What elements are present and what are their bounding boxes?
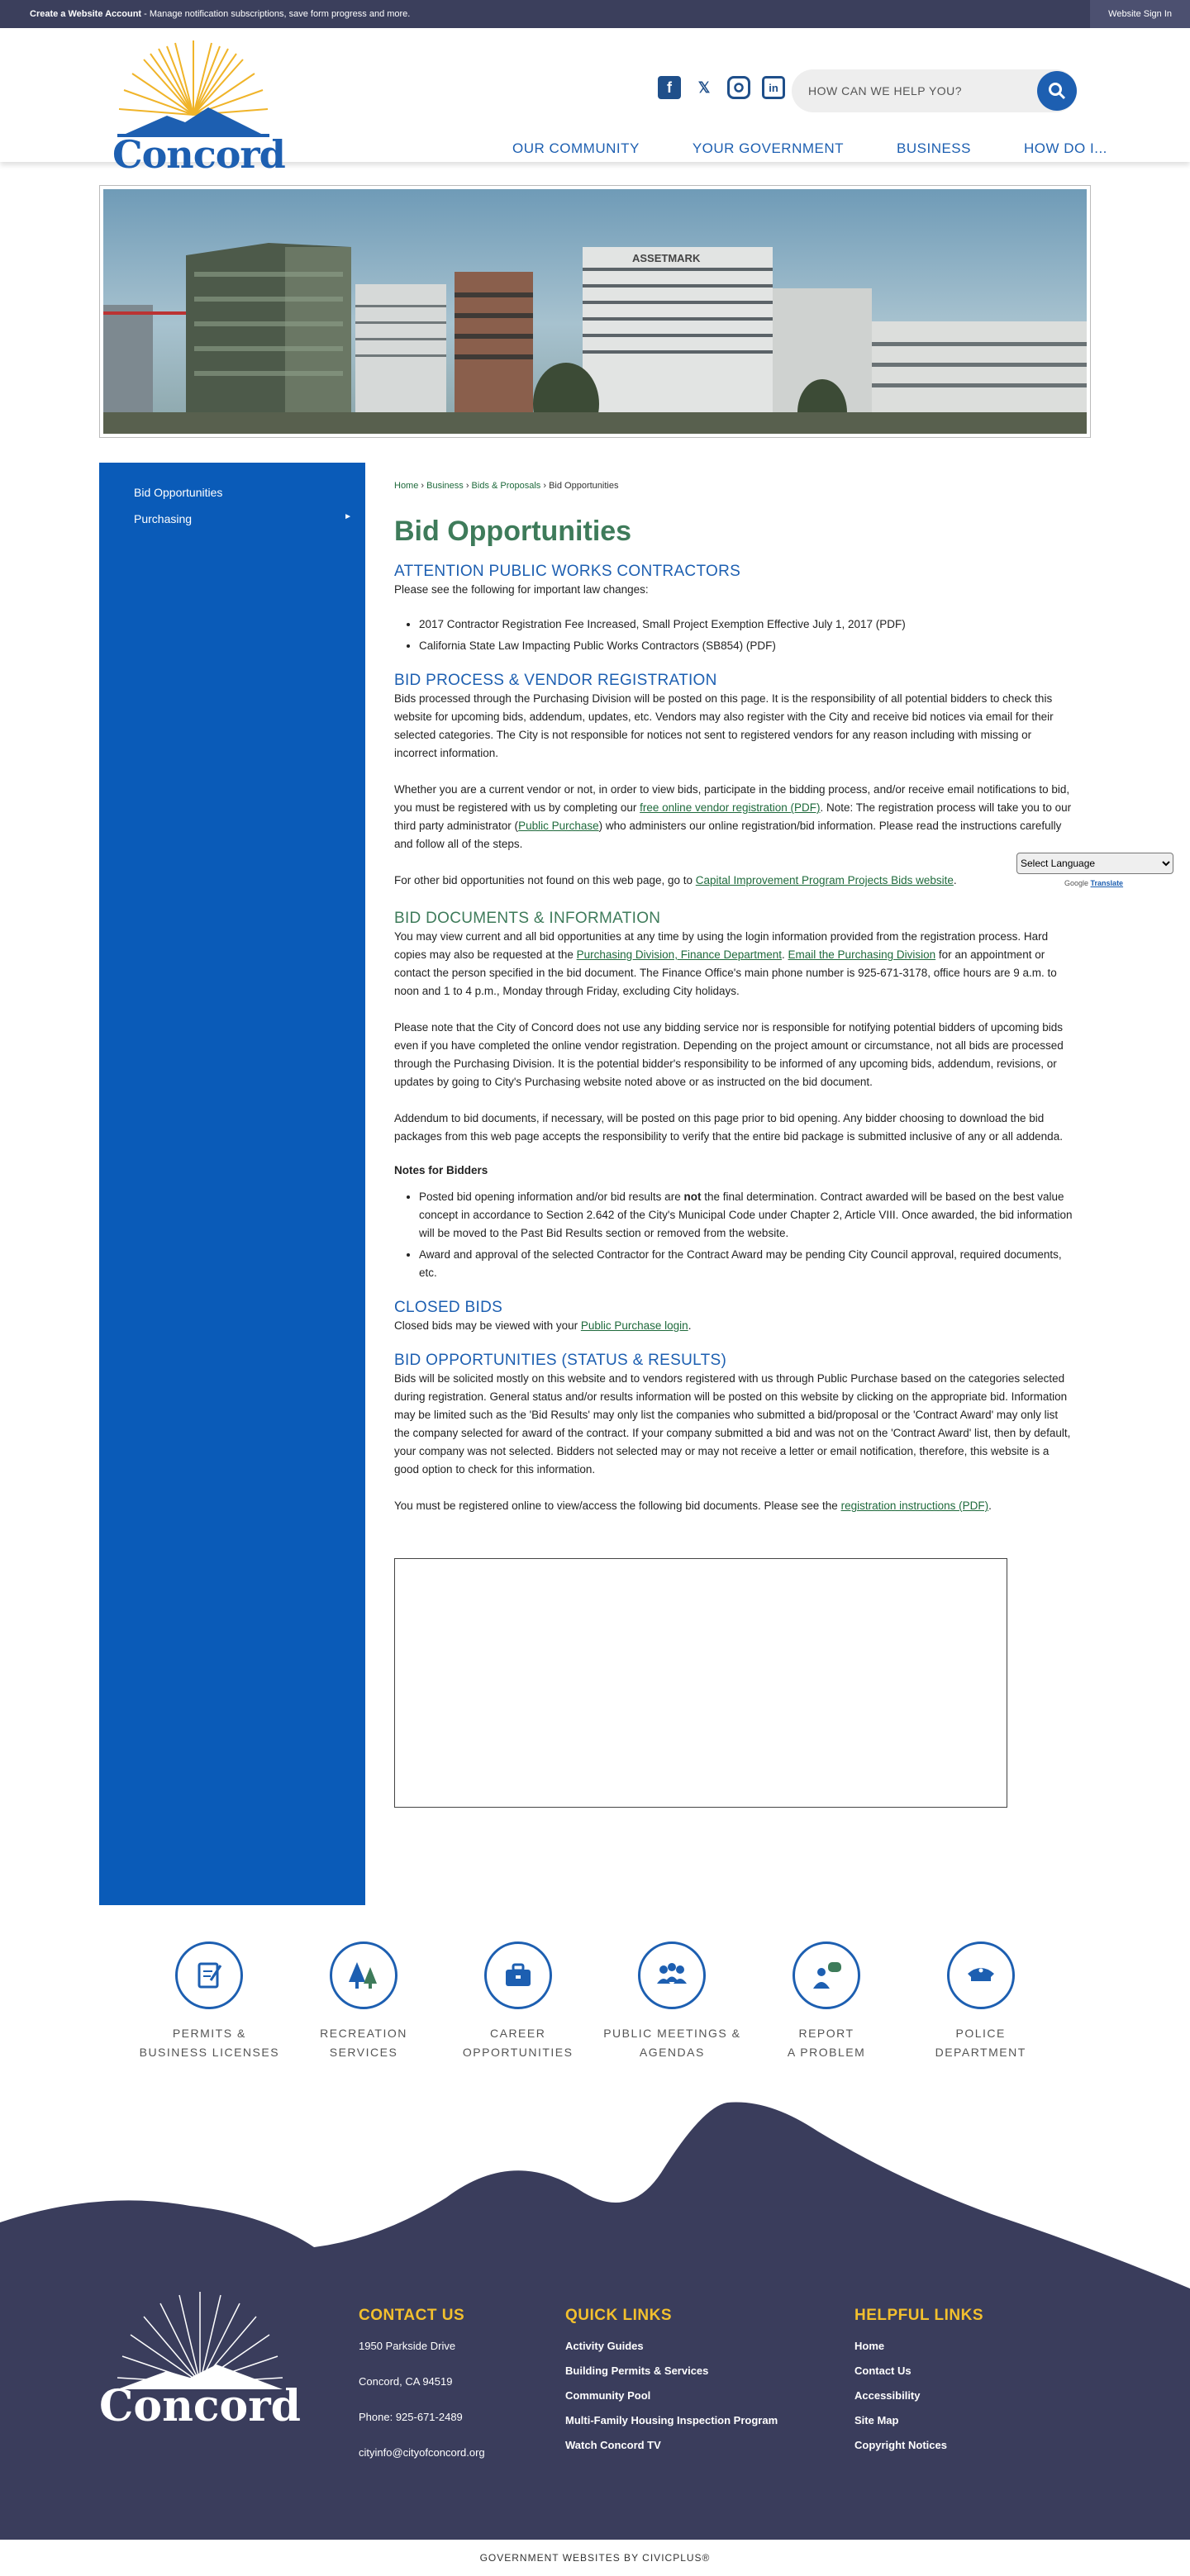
documents-paragraph <box>394 928 1073 1000</box>
text: . <box>688 1319 692 1332</box>
quick-link-label: AGENDAS <box>639 2046 705 2059</box>
bid-documents-heading: BID DOCUMENTS & INFORMATION <box>394 910 661 927</box>
footer-link-activity-guides[interactable]: Activity Guides <box>565 2340 644 2352</box>
footer-link-home[interactable]: Home <box>854 2340 885 2352</box>
public-purchase-login-link[interactable]: Public Purchase login <box>580 1319 688 1332</box>
city-skyline-photo <box>103 189 1087 434</box>
closed-bids-paragraph <box>394 1317 1073 1335</box>
footer-link-building-permits[interactable]: Building Permits & Services <box>565 2365 709 2377</box>
translate-credit <box>1016 879 1173 887</box>
contractor-fee-link[interactable]: 2017 Contractor Registration Fee Increased, Small Project Exemption Effective July 1, 2017 (PDF) <box>419 618 906 630</box>
quick-link-label: PUBLIC MEETINGS & <box>603 2027 741 2040</box>
attention-heading: ATTENTION PUBLIC WORKS CONTRACTORS <box>394 563 741 580</box>
list-item <box>419 637 1073 655</box>
quick-link-label: PERMITS & <box>172 2027 246 2040</box>
text: . <box>782 948 788 961</box>
cip-bids-link[interactable]: Capital Improvement Program Projects Bids website <box>695 874 954 886</box>
breadcrumb-separator: › <box>540 481 550 491</box>
sidebar-item-bid-opportunities[interactable] <box>99 479 365 506</box>
meeting-icon <box>638 1942 706 2009</box>
translate-link[interactable]: Translate <box>1090 879 1124 887</box>
email-purchasing-link[interactable]: Email the Purchasing Division <box>788 948 936 961</box>
facebook-icon[interactable]: f <box>658 76 681 99</box>
site-footer <box>0 2292 1190 2540</box>
nav-your-government[interactable]: YOUR GOVERNMENT <box>692 140 845 156</box>
addendum-paragraph: Addendum to bid documents, if necessary, will be posted on this page prior to bid opening. Any bidder choosing to download the bid packages from this web page accepts the responsibility to verify that the entire bid package is submitted inclusive of any or all addenda. <box>394 1112 1063 1143</box>
quick-link-report[interactable] <box>750 1942 904 2062</box>
quick-link-careers[interactable] <box>440 1942 595 2062</box>
permit-icon <box>175 1942 243 2009</box>
civicplus-credit[interactable]: GOVERNMENT WEBSITES BY CIVICPLUS® <box>479 2552 711 2564</box>
text: You must be registered online to view/access the following bid documents. Please see the <box>394 1499 841 1512</box>
closed-bids-heading: CLOSED BIDS <box>394 1299 503 1316</box>
footer-link-accessibility[interactable]: Accessibility <box>854 2389 921 2402</box>
status-paragraph: Bids will be solicited mostly on this website and to vendors registered with us through Public Purchase based on the categories selected during registration. General status and/or results information will be posted on this website by clicking on the appropriate bid. Information may be limited such as the 'Bid Results' may only list the companies who submitted a bid/proposal or the 'Contract Award' may only list the company selected for award of the contract. If your company submitted a bid and was not on the 'Contract Award' list, then by default, your company was not selected. Bidders not selected may or may not receive a letter or email notification, therefore, this website is a good option to check for this information. <box>394 1372 1071 1476</box>
search-button[interactable] <box>1037 71 1077 111</box>
breadcrumb-separator: › <box>463 481 472 491</box>
address-line-2: Concord, CA 94519 <box>359 2375 453 2388</box>
footer-contact <box>359 2307 485 2482</box>
sidebar-item-label: Purchasing <box>134 512 193 525</box>
page-title: Bid Opportunities <box>394 516 632 547</box>
registration-paragraph <box>394 781 1073 853</box>
quick-link-permits[interactable] <box>132 1942 287 2062</box>
attention-intro: Please see the following for important law changes: <box>394 583 649 596</box>
building-sign: ASSETMARK <box>632 252 701 264</box>
breadcrumb-home[interactable]: Home <box>394 481 419 491</box>
sidebar-item-purchasing[interactable] <box>99 506 365 532</box>
quick-link-police[interactable] <box>903 1942 1058 2062</box>
text: the final determination. Contract awarded will be based on the best value concept in accordance to Section 2.642 of the City's Municipal Code under Chapter 2, Article VIII. Once awarded, the bid information will be moved to the Past Bid Results section or removed from the website. <box>419 1191 1073 1239</box>
instagram-icon[interactable] <box>727 76 750 99</box>
quick-link-label: OPPORTUNITIES <box>462 2046 574 2059</box>
registration-instructions-link[interactable]: registration instructions (PDF) <box>840 1499 989 1512</box>
text-bold: not <box>683 1191 702 1203</box>
vendor-registration-link[interactable]: free online vendor registration (PDF) <box>640 801 821 814</box>
text: Whether you are a current vendor or not, in order to view bids, participate in the bidding process, and/or receive email notifications to bid, you must be registered with us by completing our <box>394 783 1070 814</box>
language-select[interactable] <box>1016 853 1173 874</box>
concord-logo[interactable] <box>109 36 285 185</box>
footer-link-site-map[interactable]: Site Map <box>854 2414 899 2426</box>
report-icon <box>793 1942 860 2009</box>
quick-link-recreation[interactable] <box>287 1942 441 2062</box>
registration-instructions-paragraph <box>394 1497 1073 1515</box>
footer-logo-text: Concord <box>99 2381 301 2431</box>
quick-link-label: RECREATION <box>320 2027 407 2040</box>
breadcrumb-current: Bid Opportunities <box>549 481 619 491</box>
footer-link-copyright[interactable]: Copyright Notices <box>854 2439 947 2451</box>
police-icon <box>947 1942 1015 2009</box>
text: Closed bids may be viewed with your <box>394 1319 581 1332</box>
quick-link-label: CAREER <box>490 2027 546 2040</box>
linkedin-icon[interactable]: in <box>762 76 785 99</box>
notice-paragraph: Please note that the City of Concord does not use any bidding service nor is responsible for notifying potential bidders of upcoming bids even if you have completed the online vendor registration. Depending on the project amount or circumstance, not all bids are processed through the Purchasing Division. It is the potential bidder's responsibility to be informed of any upcoming bids, addendum, revisions, or updates by going to City's Purchasing website noted above or as instructed on the bid document. <box>394 1021 1064 1088</box>
trees-icon <box>330 1942 397 2009</box>
address-line-1: 1950 Parkside Drive <box>359 2340 456 2352</box>
quick-link-label: DEPARTMENT <box>935 2046 1026 2059</box>
search-input[interactable] <box>808 84 1023 97</box>
create-account-description: - Manage notification subscriptions, save form progress and more. <box>141 9 411 19</box>
footer-logo[interactable] <box>93 2292 307 2441</box>
sidebar-nav <box>99 463 365 1905</box>
sign-in-button[interactable]: Website Sign In <box>1090 0 1190 28</box>
footer-quick-links <box>565 2307 778 2464</box>
breadcrumb-bids-proposals[interactable]: Bids & Proposals <box>471 481 541 491</box>
footer-link-housing-inspection[interactable]: Multi-Family Housing Inspection Program <box>565 2414 778 2426</box>
phone: Phone: 925-671-2489 <box>359 2411 463 2423</box>
text: . <box>953 874 957 886</box>
banner-image <box>99 185 1091 438</box>
bid-status-heading: BID OPPORTUNITIES (STATUS & RESULTS) <box>394 1352 727 1369</box>
logo-text: Concord <box>112 132 285 177</box>
quick-link-label: POLICE <box>955 2027 1006 2040</box>
text: for an appointment or contact the person specified in the bid document. The Finance Office's main phone number is 925-671-3178, office hours are 9 a.m. to noon and 1 to 4 p.m., Monday through Friday, excluding City holidays. <box>394 948 1057 997</box>
text: Posted bid opening information and/or bid results are <box>419 1191 684 1203</box>
bid-process-paragraph: Bids processed through the Purchasing Division will be posted on this page. It is the responsibility of all potential bidders to check this website for upcoming bids, addendum, updates, etc. Vendors may also register with the City and receive bid notices via email for their selected categories. The City is not responsible for notices not sent to registered vendors for any reason including with missing or incorrect information. <box>394 692 1054 759</box>
create-account-notice <box>30 9 410 19</box>
contact-heading: CONTACT US <box>359 2307 465 2324</box>
helpful-links-heading: HELPFUL LINKS <box>854 2307 984 2324</box>
breadcrumb <box>394 481 1073 491</box>
list-item <box>419 615 1073 634</box>
text: ) who administers our online registration/bid information. Please read the instructions carefully and follow all of the steps. <box>394 820 1062 850</box>
mountain-silhouette <box>0 2098 1190 2293</box>
search-icon <box>1048 82 1066 100</box>
bid-process-heading: BID PROCESS & VENDOR REGISTRATION <box>394 672 717 689</box>
bid-documents-embed-frame[interactable] <box>394 1558 1007 1808</box>
cip-paragraph <box>394 872 1073 890</box>
main-content <box>394 481 1073 1808</box>
quick-link-label: REPORT <box>798 2027 854 2040</box>
text: For other bid opportunities not found on this web page, go to <box>394 874 696 886</box>
quick-link-label: BUSINESS LICENSES <box>139 2046 280 2059</box>
list-item <box>419 1188 1073 1243</box>
search-box <box>792 69 1077 112</box>
notes-heading: Notes for Bidders <box>394 1164 488 1176</box>
x-twitter-icon[interactable]: 𝕏 <box>697 78 711 96</box>
quick-links-heading: QUICK LINKS <box>565 2307 672 2324</box>
quick-links-row <box>99 1942 1091 2062</box>
sidebar-item-label: Bid Opportunities <box>134 486 223 499</box>
nav-business[interactable]: BUSINESS <box>897 140 971 156</box>
briefcase-icon <box>484 1942 552 2009</box>
main-nav <box>512 140 1107 157</box>
expand-arrow-icon[interactable]: ► <box>344 512 352 521</box>
footer-link-community-pool[interactable]: Community Pool <box>565 2389 651 2402</box>
create-account-link[interactable]: Create a Website Account <box>30 9 142 19</box>
top-bar <box>0 0 1190 28</box>
google-translate-widget <box>1016 853 1173 887</box>
list-item: • Award and approval of the selected Contractor for the Contract Award may be pending City Council approval, required documents, etc. <box>419 1246 1073 1282</box>
nav-how-do-i[interactable]: HOW DO I... <box>1024 140 1107 156</box>
public-purchase-link[interactable]: Public Purchase <box>518 820 599 832</box>
site-header <box>0 28 1190 177</box>
social-links <box>658 76 785 99</box>
footer-link-contact[interactable]: Contact Us <box>854 2365 912 2377</box>
breadcrumb-separator: › <box>418 481 427 491</box>
notes-list <box>419 1188 1073 1282</box>
text: . <box>988 1499 992 1512</box>
text: Google <box>1064 879 1089 887</box>
quick-link-label: A PROBLEM <box>787 2046 866 2059</box>
purchasing-division-link[interactable]: Purchasing Division, Finance Department <box>576 948 783 961</box>
footer-link-concord-tv[interactable]: Watch Concord TV <box>565 2439 661 2451</box>
sb854-link[interactable]: California State Law Impacting Public Works Contractors (SB854) (PDF) <box>419 639 776 652</box>
quick-link-meetings[interactable] <box>595 1942 750 2062</box>
text: . Note: The registration process will take you to our third party administrator ( <box>394 801 1072 832</box>
breadcrumb-business[interactable]: Business <box>426 481 464 491</box>
nav-our-community[interactable]: OUR COMMUNITY <box>512 140 640 156</box>
text: You may view current and all bid opportunities at any time by using the login information provided from the registration process. Hard copies may also be requested at the <box>394 930 1049 961</box>
law-changes-list <box>419 615 1073 655</box>
footer-helpful-links <box>854 2307 983 2464</box>
quick-link-label: SERVICES <box>329 2046 398 2059</box>
email-link[interactable]: cityinfo@cityofconcord.org <box>359 2446 485 2459</box>
